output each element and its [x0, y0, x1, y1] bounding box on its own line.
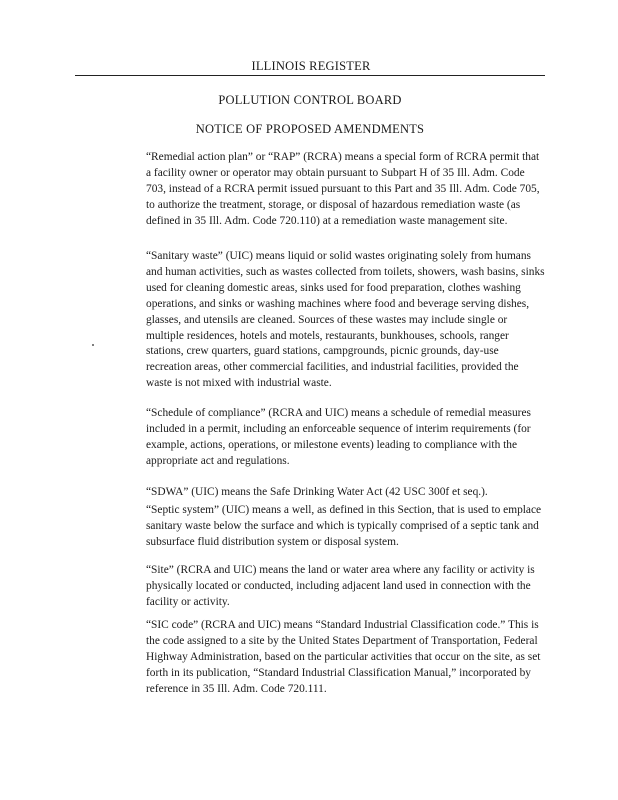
notice-title: NOTICE OF PROPOSED AMENDMENTS	[195, 122, 425, 136]
register-title: ILLINOIS REGISTER	[251, 59, 371, 73]
board-title: POLLUTION CONTROL BOARD	[218, 93, 402, 107]
definition-site: “Site” (RCRA and UIC) means the land or water area where any facility or activity is physically located or conducted, including adjacent land used in connection with the facility or activity.	[146, 564, 535, 608]
definition-septic-system: “Septic system” (UIC) means a well, as defined in this Section, that is used to emplace sanitary waste below the surface and which is typically comprised of a septic tank and subsurface fluid distribution system or disposal system.	[146, 504, 542, 548]
header-rule	[75, 75, 545, 76]
definition-schedule-of-compliance: “Schedule of compliance” (RCRA and UIC) means a schedule of remedial measures included in a permit, including an enforceable sequence of interim requirements (for example, actions, operations, or milestone events) leading to compliance with the appropriate act and regulations.	[146, 407, 531, 467]
definition-sdwa: “SDWA” (UIC) means the Safe Drinking Water Act (42 USC 300f et seq.).	[146, 486, 488, 498]
definition-remedial-action-plan: “Remedial action plan” or “RAP” (RCRA) means a special form of RCRA permit that a facility owner or operator may obtain pursuant to Subpart H of 35 Ill. Adm. Code 703, instead of a RCRA permit issued pursuant to this Part and 35 Ill. Adm. Code 705, to authorize the treatment, storage, or disposal of hazardous remediation waste (as defined in 35 Ill. Adm. Code 720.110) at a remediation waste management site.	[146, 151, 540, 227]
definition-sanitary-waste: “Sanitary waste” (UIC) means liquid or solid wastes originating solely from humans and human activities, such as wastes collected from toilets, showers, wash basins, sinks used for cleaning domestic areas, sinks used for food preparation, clothes washing operations, and sinks or washing machines where food and beverage serving dishes, glasses, and utensils are cleaned. Sources of these wastes may include single or multiple residences, hotels and motels, restaurants, bunkhouses, schools, ranger stations, crew quarters, guard stations, campgrounds, picnic grounds, day-use recreation areas, other commercial facilities, and industrial facilities, provided the waste is not mixed with industrial waste.	[146, 250, 545, 390]
definition-sic-code: “SIC code” (RCRA and UIC) means “Standard Industrial Classification code.” This is the code assigned to a site by the United States Department of Transportation, Federal Highway Administration, based on the particular activities that occur on the site, as set forth in its publication, “Standard Industrial Classification Manual,” incorporated by reference in 35 Ill. Adm. Code 720.111.	[146, 619, 541, 695]
scan-speck	[92, 344, 94, 346]
